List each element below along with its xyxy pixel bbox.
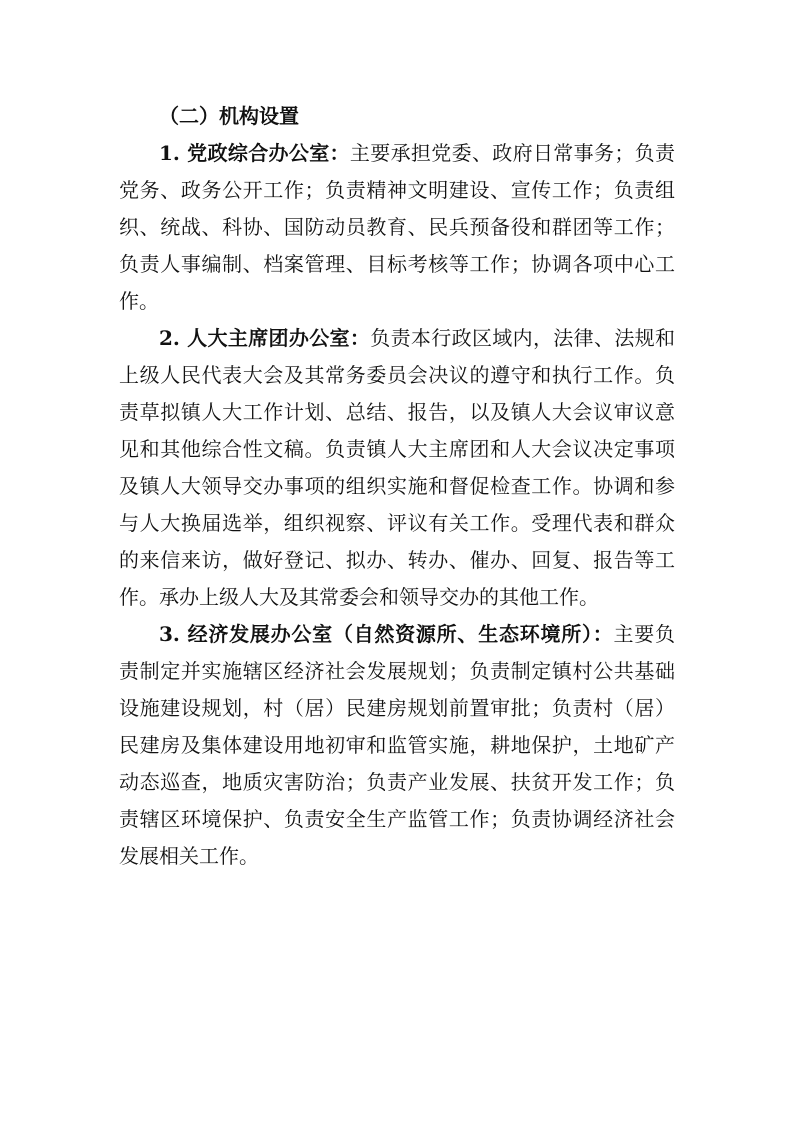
paragraph-party-office xyxy=(119,135,675,320)
section-heading: （二）机构设置 xyxy=(159,104,299,128)
paragraph-npc-office xyxy=(119,320,675,616)
paragraph-economic-office xyxy=(119,616,675,875)
paragraph-lead: 2. 人大主席团办公室： xyxy=(159,326,371,350)
paragraph-text: 主要负责制定并实施辖区经济社会发展规划；负责制定镇村公共基础设施建设规划，村（居）民建房规划前置审批；负责村（居）民建房及集体建设用地初审和监管实施，耕地保护，土地矿产动态巡查，地质灾害防治；负责产业发展、扶贫开发工作；负责辖区环境保护、负责安全生产监管工作；负责协调经济社会发展相关工作。 xyxy=(119,622,676,868)
paragraph-text: 主要承担党委、政府日常事务；负责党务、政务公开工作；负责精神文明建设、宣传工作；负责组织、统战、科协、国防动员教育、民兵预备役和群团等工作；负责人事编制、档案管理、目标考核等工作；协调各项中心工作。 xyxy=(119,141,676,313)
paragraph-text: 负责本行政区域内，法律、法规和上级人民代表大会及其常务委员会决议的遵守和执行工作。负责草拟镇人大工作计划、总结、报告，以及镇人大会议审议意见和其他综合性文稿。负责镇人大主席团和人大会议决定事项及镇人大领导交办事项的组织实施和督促检查工作。协调和参与人大换届选举，组织视察、评议有关工作。受理代表和群众的来信来访，做好登记、拟办、转办、催办、回复、报告等工作。承办上级人大及其常委会和领导交办的其他工作。 xyxy=(119,326,676,609)
paragraph-lead: 3. 经济发展办公室（自然资源所、生态环境所）： xyxy=(159,622,614,646)
document-body xyxy=(119,98,675,875)
paragraph-lead: 1. 党政综合办公室： xyxy=(159,141,350,165)
